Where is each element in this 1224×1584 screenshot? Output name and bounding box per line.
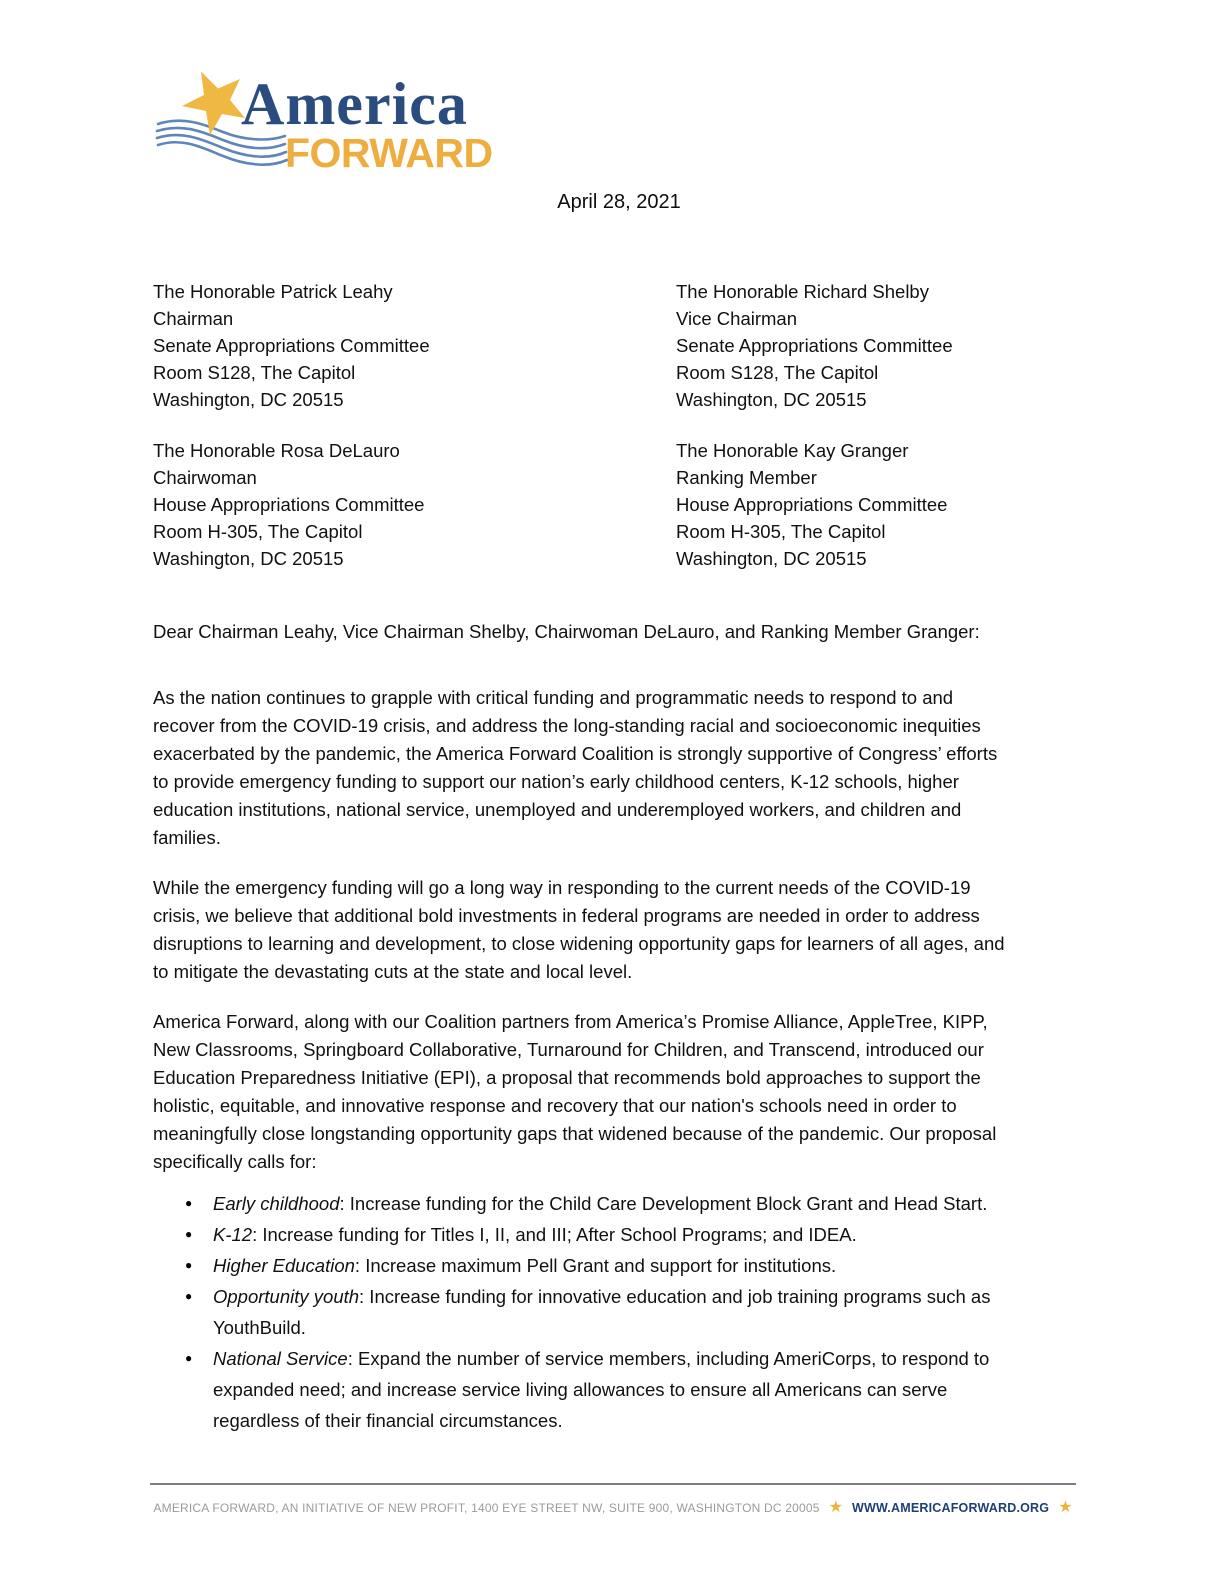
paragraph-line: disruptions to learning and development, to close widening opportunity gaps for learners of all ages, and [153, 933, 1005, 954]
america-forward-logo [155, 70, 500, 180]
bullet-list [153, 1188, 1085, 1436]
paragraph-line: specifically calls for: [153, 1151, 317, 1172]
paragraph-line: While the emergency funding will go a long way in responding to the current needs of the COVID-19 [153, 877, 971, 898]
bullet-dot-icon [153, 1188, 213, 1219]
recipient-line: Washington, DC 20515 [153, 548, 344, 569]
recipient-line: The Honorable Patrick Leahy [153, 281, 393, 302]
recipient-block-delauro [153, 437, 676, 572]
logo-wordmark-america: America [241, 71, 468, 137]
letter-date: April 28, 2021 [557, 191, 681, 213]
logo-wordmark-forward: FORWARD [285, 130, 493, 176]
bullet-dot-icon [153, 1343, 213, 1436]
paragraph-line: crisis, we believe that additional bold investments in federal programs are needed in order to address [153, 905, 980, 926]
star-icon: ★ [1058, 1499, 1073, 1516]
paragraph-line: education institutions, national service, unemployed and underemployed workers, and children and [153, 799, 962, 820]
recipient-blocks [153, 278, 1085, 572]
bullet-text: : Increase funding for Titles I, II, and III; After School Programs; and IDEA. [252, 1224, 857, 1245]
paragraph-1 [153, 684, 1085, 852]
bullet-item-k12 [153, 1219, 1085, 1250]
bullet-text: : Increase maximum Pell Grant and support for institutions. [354, 1255, 837, 1276]
letter-body [153, 278, 1085, 1436]
bullet-text: : Increase funding for the Child Care Development Block Grant and Head Start. [339, 1193, 988, 1214]
paragraph-line: to provide emergency funding to support our nation’s early childhood centers, K-12 schools, higher [153, 771, 959, 792]
bullet-item-early-childhood [153, 1188, 1085, 1219]
bullet-continuation: YouthBuild. [213, 1317, 306, 1338]
bullet-item-national-service [153, 1343, 1085, 1436]
star-icon [182, 72, 245, 136]
recipient-block-shelby [676, 278, 1085, 413]
recipient-line: Room S128, The Capitol [153, 362, 356, 383]
recipient-line: Senate Appropriations Committee [676, 335, 953, 356]
footer [150, 1500, 1076, 1516]
paragraph-line: holistic, equitable, and innovative response and recovery that our nation's schools need in order to [153, 1095, 957, 1116]
recipient-line: Washington, DC 20515 [676, 548, 867, 569]
recipient-line: Room H-305, The Capitol [153, 521, 363, 542]
bullet-lead: National Service [213, 1348, 348, 1369]
recipient-line: The Honorable Richard Shelby [676, 281, 929, 302]
paragraph-2 [153, 874, 1085, 986]
bullet-lead: Early childhood [213, 1193, 340, 1214]
bullet-continuation: regardless of their financial circumstances. [213, 1410, 563, 1431]
paragraph-line: to mitigate the devastating cuts at the state and local level. [153, 961, 633, 982]
recipient-line: Vice Chairman [676, 308, 797, 329]
recipient-line: House Appropriations Committee [153, 494, 425, 515]
paragraph-line: As the nation continues to grapple with critical funding and programmatic needs to respond to and [153, 687, 954, 708]
paragraph-line: exacerbated by the pandemic, the America Forward Coalition is strongly supportive of Congress’ efforts [153, 743, 998, 764]
recipient-line: Chairwoman [153, 467, 257, 488]
recipient-line: Senate Appropriations Committee [153, 335, 430, 356]
bullet-item-higher-education [153, 1250, 1085, 1281]
recipient-block-leahy [153, 278, 676, 413]
bullet-item-opportunity-youth [153, 1281, 1085, 1343]
recipient-line: House Appropriations Committee [676, 494, 948, 515]
recipient-block-granger [676, 437, 1085, 572]
recipient-line: Chairman [153, 308, 234, 329]
recipient-line: Washington, DC 20515 [676, 389, 867, 410]
paragraph-line: meaningfully close longstanding opportunity gaps that widened because of the pandemic. Our proposal [153, 1123, 997, 1144]
bullet-lead: Opportunity youth [213, 1286, 360, 1307]
paragraph-line: New Classrooms, Springboard Collaborative, Turnaround for Children, and Transcend, introduced our [153, 1039, 984, 1060]
bullet-continuation: expanded need; and increase service living allowances to ensure all Americans can serve [213, 1379, 948, 1400]
star-icon: ★ [828, 1499, 843, 1516]
salutation: Dear Chairman Leahy, Vice Chairman Shelby, Chairwoman DeLauro, and Ranking Member Granger: [153, 621, 980, 642]
footer-org-text: AMERICA FORWARD, AN INITIATIVE OF NEW PROFIT, 1400 EYE STREET NW, SUITE 900, WASHINGTON DC 20005 [153, 1501, 820, 1515]
recipient-line: The Honorable Rosa DeLauro [153, 440, 400, 461]
recipient-line: Washington, DC 20515 [153, 389, 344, 410]
paragraph-line: America Forward, along with our Coalition partners from America’s Promise Alliance, AppleTree, KIPP, [153, 1011, 988, 1032]
recipient-line: Room S128, The Capitol [676, 362, 879, 383]
footer-website-link[interactable]: WWW.AMERICAFORWARD.ORG [852, 1501, 1050, 1515]
recipient-line: Room H-305, The Capitol [676, 521, 886, 542]
bullet-lead: Higher Education [213, 1255, 355, 1276]
paragraph-line: recover from the COVID-19 crisis, and address the long-standing racial and socioeconomic inequities [153, 715, 981, 736]
bullet-dot-icon [153, 1250, 213, 1281]
recipient-line: Ranking Member [676, 467, 817, 488]
paragraph-3 [153, 1008, 1085, 1176]
paragraph-line: families. [153, 827, 221, 848]
bullet-lead: K-12 [213, 1224, 253, 1245]
bullet-dot-icon [153, 1219, 213, 1250]
bullet-text: : Increase funding for innovative education and job training programs such as [359, 1286, 991, 1307]
paragraph-line: Education Preparedness Initiative (EPI), a proposal that recommends bold approaches to support the [153, 1067, 981, 1088]
bullet-dot-icon [153, 1281, 213, 1343]
footer-divider [150, 1483, 1076, 1485]
recipient-line: The Honorable Kay Granger [676, 440, 909, 461]
bullet-text: : Expand the number of service members, including AmeriCorps, to respond to [347, 1348, 990, 1369]
